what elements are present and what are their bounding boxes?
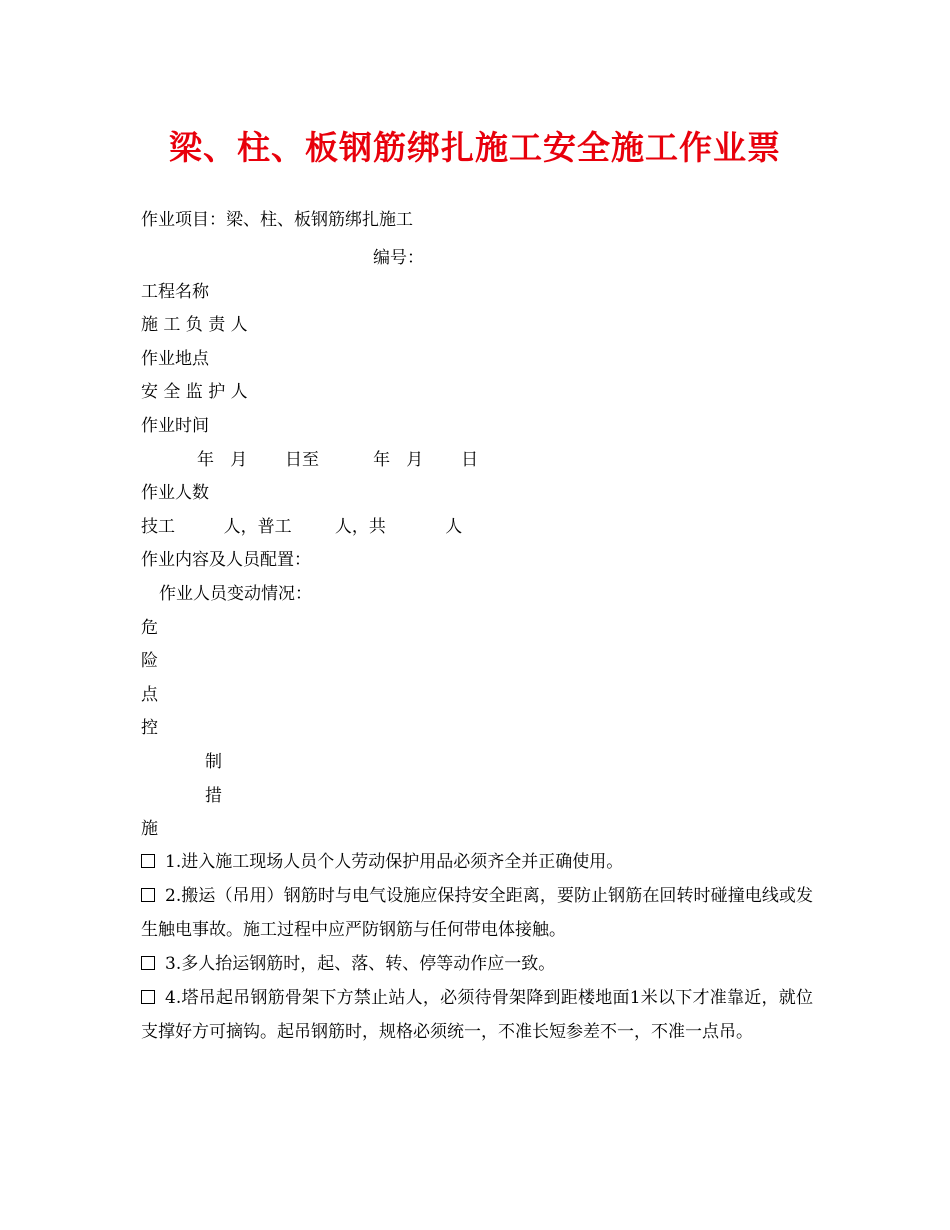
change-label: 作业人员变动情况： — [159, 584, 312, 604]
hazard-char: 措 — [205, 786, 222, 806]
measure-text: 1.进入施工现场人员个人劳动保护用品必须齐全并正确使用。 — [165, 852, 624, 872]
measure-item — [141, 879, 813, 947]
measure-item — [141, 845, 813, 879]
location-label: 作业地点 — [141, 349, 209, 369]
content-label: 作业内容及人员配置： — [141, 550, 311, 570]
checkbox-icon[interactable] — [141, 990, 155, 1004]
project-line: 作业项目：梁、柱、板钢筋绑扎施工 — [141, 210, 413, 230]
number-label: 编号： — [373, 248, 424, 268]
document-title: 梁、柱、板钢筋绑扎施工安全施工作业票 — [169, 128, 781, 167]
hazard-char: 制 — [205, 752, 222, 772]
hazard-char: 险 — [141, 651, 158, 671]
workers-count-label: 作业人数 — [141, 483, 209, 503]
checkbox-icon[interactable] — [141, 888, 155, 902]
time-label: 作业时间 — [141, 416, 209, 436]
checkbox-icon[interactable] — [141, 854, 155, 868]
measure-item — [141, 947, 813, 981]
hazard-char: 控 — [141, 718, 158, 738]
guardian-label: 安 全 监 护 人 — [141, 382, 248, 402]
hazard-char: 施 — [141, 819, 158, 839]
hazard-char: 危 — [141, 618, 158, 638]
measure-text: 3.多人抬运钢筋时，起、落、转、停等动作应一致。 — [165, 954, 556, 974]
workers-breakdown: 技工 人，普工 人，共 人 — [141, 517, 463, 537]
measure-text: 2.搬运（吊用）钢筋时与电气设施应保持安全距离，要防止钢筋在回转时碰撞电线或发生触电事故。施工过程中应严防钢筋与任何带电体接触。 — [141, 886, 813, 940]
measure-text: 4.塔吊起吊钢筋骨架下方禁止站人，必须待骨架降到距楼地面1米以下才准靠近，就位支撑好方可摘钩。起吊钢筋时，规格必须统一，不准长短参差不一，不准一点吊。 — [141, 988, 813, 1042]
hazard-char: 点 — [141, 685, 158, 705]
leader-label: 施 工 负 责 人 — [141, 315, 248, 335]
measure-item — [141, 981, 813, 1049]
project-name-label: 工程名称 — [141, 282, 209, 302]
checkbox-icon[interactable] — [141, 956, 155, 970]
date-range: 年 月 日至 年 月 日 — [197, 450, 479, 470]
